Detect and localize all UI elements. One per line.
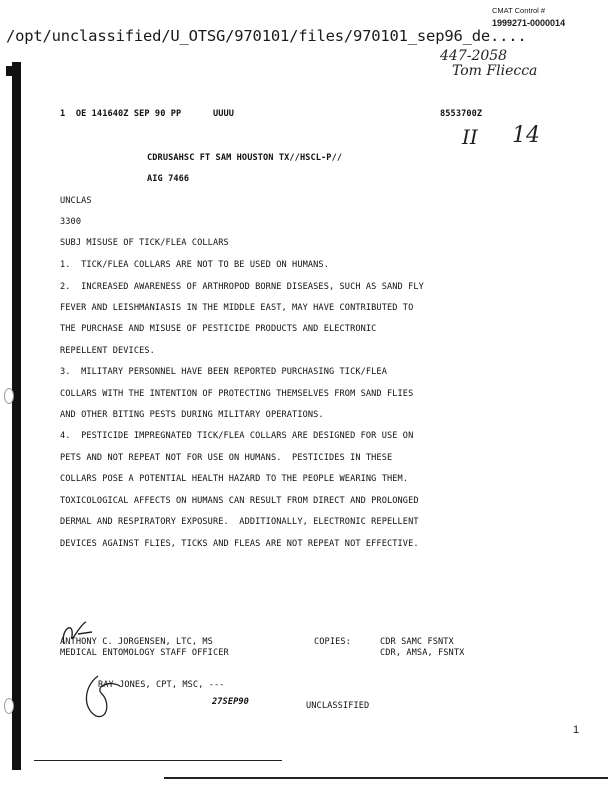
cmat-control-number: 1999271-0000014 (492, 18, 566, 28)
signer-name: ANTHONY C. JORGENSEN, LTC, MS (60, 637, 213, 647)
subject-line: SUBJ MISUSE OF TICK/FLEA COLLARS (60, 238, 229, 248)
footer-classification: UNCLASSIFIED (306, 701, 370, 711)
signer-title: MEDICAL ENTOMOLOGY STAFF OFFICER (60, 648, 229, 658)
paragraph-1: 1. TICK/FLEA COLLARS ARE NOT TO BE USED ON HUMANS. (60, 260, 329, 270)
handwritten-roman: II (462, 125, 478, 149)
paragraph-2-line: REPELLENT DEVICES. (60, 346, 155, 356)
routing-line: 1 OE 141640Z SEP 90 PP UUUU (60, 109, 235, 119)
bar-tick-bottom (4, 698, 14, 714)
bottom-rule-right (164, 777, 608, 779)
file-path: /opt/unclassified/U_OTSG/970101/files/970101_sep96_de.... (6, 27, 527, 45)
dtg: 8553700Z (440, 109, 483, 119)
aig-line: AIG 7466 (147, 174, 190, 184)
copies-label: COPIES: (314, 637, 351, 647)
bar-tick-top (6, 66, 12, 76)
paragraph-4-line: 4. PESTICIDE IMPREGNATED TICK/FLEA COLLARS ARE DESIGNED FOR USE ON (60, 431, 414, 441)
releaser-line: RAY JONES, CPT, MSC, --- (98, 680, 225, 690)
cmat-control-label: CMAT Control # (492, 6, 546, 15)
paragraph-2-line: THE PURCHASE AND MISUSE OF PESTICIDE PRODUCTS AND ELECTRONIC (60, 324, 377, 334)
message-code: 3300 (60, 217, 82, 227)
paragraph-2-line: 2. INCREASED AWARENESS OF ARTHROPOD BORNE DISEASES, SUCH AS SAND FLY (60, 282, 424, 292)
handwritten-number: 14 (512, 123, 540, 148)
paragraph-4-line: PETS AND NOT REPEAT NOT FOR USE ON HUMANS. PESTICIDES IN THESE (60, 453, 393, 463)
left-margin-bar (12, 62, 21, 770)
paragraph-3-line: COLLARS WITH THE INTENTION OF PROTECTING THEMSELVES FROM SAND FLIES (60, 389, 414, 399)
paragraph-3-line: 3. MILITARY PERSONNEL HAVE BEEN REPORTED PURCHASING TICK/FLEA (60, 367, 387, 377)
bottom-rule-left (34, 760, 282, 761)
paragraph-3-line: AND OTHER BITING PESTS DURING MILITARY OPERATIONS. (60, 410, 324, 420)
handwritten-name: Tom Fliecca (452, 63, 538, 79)
copies-line-1: CDR SAMC FSNTX (380, 637, 454, 647)
paragraph-4-line: DERMAL AND RESPIRATORY EXPOSURE. ADDITIONALLY, ELECTRONIC REPELLENT (60, 517, 419, 527)
paragraph-4-line: COLLARS POSE A POTENTIAL HEALTH HAZARD TO THE PEOPLE WEARING THEM. (60, 474, 409, 484)
classification: UNCLAS (60, 196, 92, 206)
copies-line-2: CDR, AMSA, FSNTX (380, 648, 465, 658)
from-line: CDRUSAHSC FT SAM HOUSTON TX//HSCL-P// (147, 153, 343, 163)
paragraph-4-line: DEVICES AGAINST FLIES, TICKS AND FLEAS ARE NOT REPEAT NOT EFFECTIVE. (60, 539, 419, 549)
bar-tick-mid (4, 388, 14, 404)
date-stamp: 27SEP90 (212, 697, 249, 707)
page-number: 1 (573, 724, 580, 736)
paragraph-2-line: FEVER AND LEISHMANIASIS IN THE MIDDLE EAST, MAY HAVE CONTRIBUTED TO (60, 303, 414, 313)
handwritten-ref: 447-2058 (440, 48, 508, 64)
paragraph-4-line: TOXICOLOGICAL AFFECTS ON HUMANS CAN RESULT FROM DIRECT AND PROLONGED (60, 496, 419, 506)
